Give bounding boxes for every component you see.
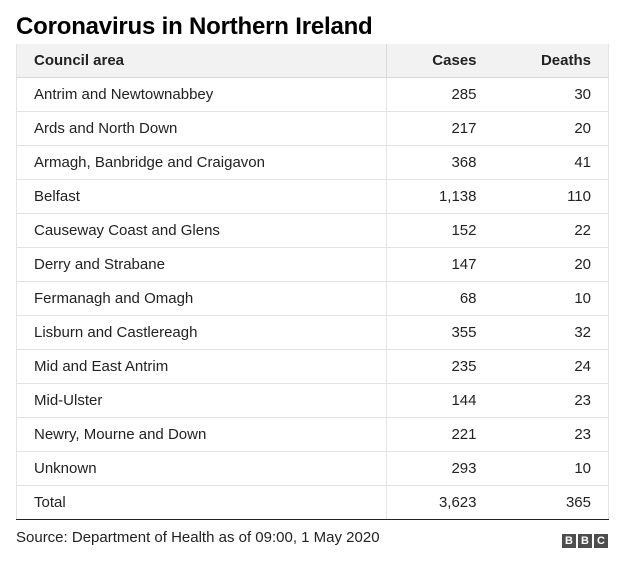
table-row	[17, 281, 609, 315]
cases-cell: 144	[387, 383, 493, 417]
bbc-logo	[562, 534, 608, 548]
council-area-cell: Derry and Strabane	[17, 247, 387, 281]
bbc-logo-letter-b1: B	[562, 534, 576, 548]
source-note: Source: Department of Health as of 09:00, 1 May 2020	[16, 529, 380, 546]
council-area-cell: Belfast	[17, 179, 387, 213]
cases-cell: 355	[387, 315, 493, 349]
cases-cell: 147	[387, 247, 493, 281]
table-header-row	[17, 44, 609, 77]
council-area-cell: Mid-Ulster	[17, 383, 387, 417]
cases-cell: 217	[387, 111, 493, 145]
cases-cell: 68	[387, 281, 493, 315]
deaths-cell: 10	[493, 451, 609, 485]
table-row	[17, 417, 609, 451]
total-row	[17, 485, 609, 519]
cases-cell: 221	[387, 417, 493, 451]
council-area-cell: Unknown	[17, 451, 387, 485]
council-area-cell: Lisburn and Castlereagh	[17, 315, 387, 349]
deaths-cell: 10	[493, 281, 609, 315]
table-row	[17, 77, 609, 111]
council-cases-table	[16, 44, 609, 520]
deaths-cell: 110	[493, 179, 609, 213]
council-area-cell: Fermanagh and Omagh	[17, 281, 387, 315]
column-header-council-area: Council area	[17, 44, 387, 77]
table-row	[17, 383, 609, 417]
table-row	[17, 349, 609, 383]
deaths-cell: 20	[493, 247, 609, 281]
deaths-cell: 30	[493, 77, 609, 111]
cases-cell: 368	[387, 145, 493, 179]
deaths-cell: 22	[493, 213, 609, 247]
table-row	[17, 179, 609, 213]
cases-cell: 152	[387, 213, 493, 247]
deaths-cell: 20	[493, 111, 609, 145]
table-row	[17, 247, 609, 281]
deaths-cell: 41	[493, 145, 609, 179]
deaths-cell: 24	[493, 349, 609, 383]
council-area-cell: Newry, Mourne and Down	[17, 417, 387, 451]
table-row	[17, 213, 609, 247]
deaths-cell: 23	[493, 417, 609, 451]
council-area-cell: Mid and East Antrim	[17, 349, 387, 383]
bbc-logo-letter-b2: B	[578, 534, 592, 548]
bbc-logo-letter-c: C	[594, 534, 608, 548]
deaths-cell: 32	[493, 315, 609, 349]
council-area-cell: Armagh, Banbridge and Craigavon	[17, 145, 387, 179]
table-row	[17, 315, 609, 349]
council-area-cell: Antrim and Newtownabbey	[17, 77, 387, 111]
table-row	[17, 451, 609, 485]
cases-cell: 1,138	[387, 179, 493, 213]
deaths-cell: 365	[493, 485, 609, 519]
column-header-deaths: Deaths	[493, 44, 609, 77]
cases-cell: 235	[387, 349, 493, 383]
cases-cell: 285	[387, 77, 493, 111]
column-header-cases: Cases	[387, 44, 493, 77]
table-row	[17, 111, 609, 145]
table-row	[17, 145, 609, 179]
council-area-cell: Causeway Coast and Glens	[17, 213, 387, 247]
council-area-cell: Ards and North Down	[17, 111, 387, 145]
table-body	[17, 77, 609, 519]
chart-title: Coronavirus in Northern Ireland	[16, 13, 373, 40]
deaths-cell: 23	[493, 383, 609, 417]
cases-cell: 293	[387, 451, 493, 485]
cases-cell: 3,623	[387, 485, 493, 519]
council-area-cell: Total	[17, 485, 387, 519]
